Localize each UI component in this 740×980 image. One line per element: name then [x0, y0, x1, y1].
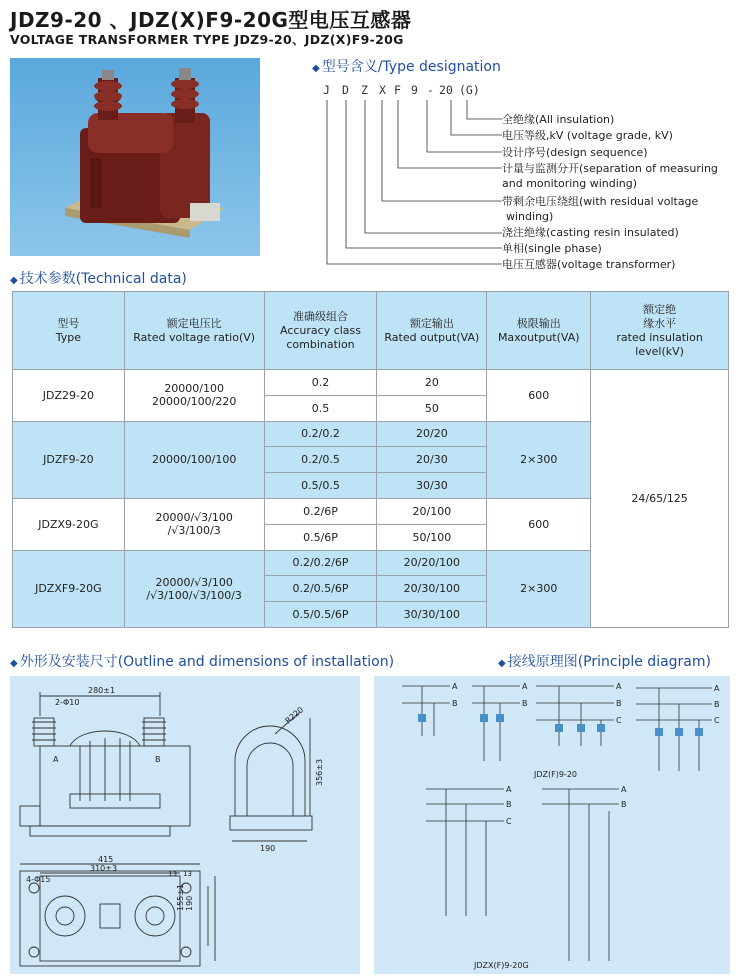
col-max: 极限输出 Maxoutput(VA): [487, 292, 591, 370]
principle-caption-1: JDZ(F)9-20: [534, 770, 577, 779]
legend-residual: 带剩余电压绕组(with residual voltage: [502, 195, 699, 208]
output-cell: 20/20/100: [377, 550, 487, 576]
output-cell: 20/20: [377, 421, 487, 447]
designation-leader-lines: [315, 98, 505, 270]
type-cell: JDZF9-20: [13, 421, 125, 498]
max-cell: 600: [487, 370, 591, 422]
table-header-row: [13, 292, 729, 370]
bus-a: A: [452, 682, 458, 691]
dim-side2: 190: [185, 895, 194, 911]
legend-all-insulation: 全绝缘(All insulation): [502, 113, 615, 126]
transformer-illustration: [10, 58, 260, 256]
dim-inner: 310±3: [90, 864, 118, 873]
accuracy-cell: 0.5/0.5/6P: [264, 602, 377, 628]
col-accuracy: 准确级组合 Accuracy class combination: [264, 292, 377, 370]
accuracy-cell: 0.5: [264, 395, 377, 421]
technical-data-table: [12, 291, 729, 628]
type-cell: JDZ29-20: [13, 370, 125, 422]
code-letter: J: [323, 83, 330, 97]
col-ratio: 额定电压比 Rated voltage ratio(V): [124, 292, 264, 370]
output-cell: 50/100: [377, 524, 487, 550]
insulation-cell: 24/65/125: [591, 370, 729, 628]
dim-depth: 190: [260, 844, 276, 853]
bus-a: A: [616, 682, 622, 691]
output-cell: 50: [377, 395, 487, 421]
outline-heading: ◆ 外形及安装尺寸(Outline and dimensions of installation): [10, 654, 395, 670]
bus-c: C: [616, 716, 622, 725]
bus-c: C: [506, 817, 512, 826]
legend-residual-cont: winding): [506, 210, 554, 223]
accuracy-cell: 0.5/6P: [264, 524, 377, 550]
dim-left: 13: [168, 870, 177, 878]
accuracy-cell: 0.5/0.5: [264, 473, 377, 499]
technical-heading: ◆ 技术参数(Technical data): [10, 271, 187, 287]
outline-drawing: [10, 676, 360, 974]
bus-b: B: [506, 800, 512, 809]
dim-mount: 4-Φ15: [26, 875, 51, 884]
bus-b: B: [522, 699, 528, 708]
page-subtitle: VOLTAGE TRANSFORMER TYPE JDZ9-20、JDZ(X)F9-20G: [10, 32, 404, 47]
output-cell: 20: [377, 370, 487, 396]
principle-diagram: [374, 676, 730, 974]
legend-voltage-grade: 电压等级,kV (voltage grade, kV): [502, 129, 673, 142]
accuracy-cell: 0.2/0.5/6P: [264, 576, 377, 602]
principle-heading: ◆ 接线原理图(Principle diagram): [498, 654, 711, 670]
code-letter: 20: [439, 83, 453, 97]
code-letter: Z: [361, 83, 368, 97]
bus-b: B: [621, 800, 627, 809]
bus-b: B: [714, 700, 720, 709]
legend-design-sequence: 设计序号(design sequence): [502, 146, 648, 159]
bus-a: A: [621, 785, 627, 794]
outline-heading-text: 外形及安装尺寸(Outline and dimensions of installation): [19, 654, 395, 670]
legend-separation: 计量与监测分开(separation of measuring: [502, 162, 718, 175]
bus-c: C: [714, 716, 720, 725]
bus-b: B: [452, 699, 458, 708]
table-row: [13, 370, 729, 396]
legend-single-phase: 单相(single phase): [502, 242, 602, 255]
code-letter: X: [379, 83, 386, 97]
code-letter: F: [394, 83, 401, 97]
type-cell: JDZXF9-20G: [13, 550, 125, 627]
ratio-cell: 20000/√3/100 /√3/100/√3/100/3: [124, 550, 264, 627]
technical-heading-text: 技术参数(Technical data): [19, 271, 187, 287]
bus-a: A: [714, 684, 720, 693]
dim-right: 13: [183, 870, 192, 878]
max-cell: 2×300: [487, 550, 591, 627]
col-insulation: 额定绝 缘水平 rated insulation level(kV): [591, 292, 729, 370]
principle-diagram-panel: [374, 676, 730, 974]
ratio-cell: 20000/100 20000/100/220: [124, 370, 264, 422]
code-letter: D: [342, 83, 349, 97]
dim-height: 356±3: [315, 758, 324, 786]
bus-a: A: [522, 682, 528, 691]
principle-heading-text: 接线原理图(Principle diagram): [507, 654, 711, 670]
output-cell: 30/30: [377, 473, 487, 499]
designation-heading: ◆ 型号含义/Type designation: [312, 59, 501, 75]
dim-side1: 155±1: [176, 883, 185, 911]
bus-b: B: [616, 699, 622, 708]
accuracy-cell: 0.2: [264, 370, 377, 396]
output-cell: 20/100: [377, 498, 487, 524]
label-a: A: [53, 755, 59, 764]
label-b: B: [155, 755, 161, 764]
code-letter: 9: [411, 83, 418, 97]
accuracy-cell: 0.2/0.5: [264, 447, 377, 473]
code-letter: (G): [459, 83, 480, 97]
max-cell: 600: [487, 498, 591, 550]
ratio-cell: 20000/√3/100 /√3/100/3: [124, 498, 264, 550]
dim-hole: 2-Φ10: [55, 698, 80, 707]
accuracy-cell: 0.2/0.2/6P: [264, 550, 377, 576]
output-cell: 20/30: [377, 447, 487, 473]
legend-casting-resin: 浇注绝缘(casting resin insulated): [502, 226, 679, 239]
dim-width: 415: [98, 855, 114, 864]
legend-voltage-transformer: 电压互感器(voltage transformer): [502, 258, 676, 271]
ratio-cell: 20000/100/100: [124, 421, 264, 498]
output-cell: 30/30/100: [377, 602, 487, 628]
type-cell: JDZX9-20G: [13, 498, 125, 550]
outline-drawing-panel: [10, 676, 360, 974]
product-photo: [10, 58, 260, 256]
dim-radius: R220: [283, 705, 306, 726]
max-cell: 2×300: [487, 421, 591, 498]
col-type: 型号 Type: [13, 292, 125, 370]
designation-heading-text: 型号含义/Type designation: [321, 59, 501, 75]
col-output: 额定输出 Rated output(VA): [377, 292, 487, 370]
accuracy-cell: 0.2/0.2: [264, 421, 377, 447]
page-title: JDZ9-20 、JDZ(X)F9-20G型电压互感器: [10, 8, 412, 32]
legend-separation-cont: and monitoring winding): [502, 177, 638, 190]
dim-top: 280±1: [88, 686, 116, 695]
bus-a: A: [506, 785, 512, 794]
accuracy-cell: 0.2/6P: [264, 498, 377, 524]
principle-caption-2: JDZX(F)9-20G: [474, 961, 529, 970]
code-letter: -: [427, 83, 434, 97]
output-cell: 20/30/100: [377, 576, 487, 602]
